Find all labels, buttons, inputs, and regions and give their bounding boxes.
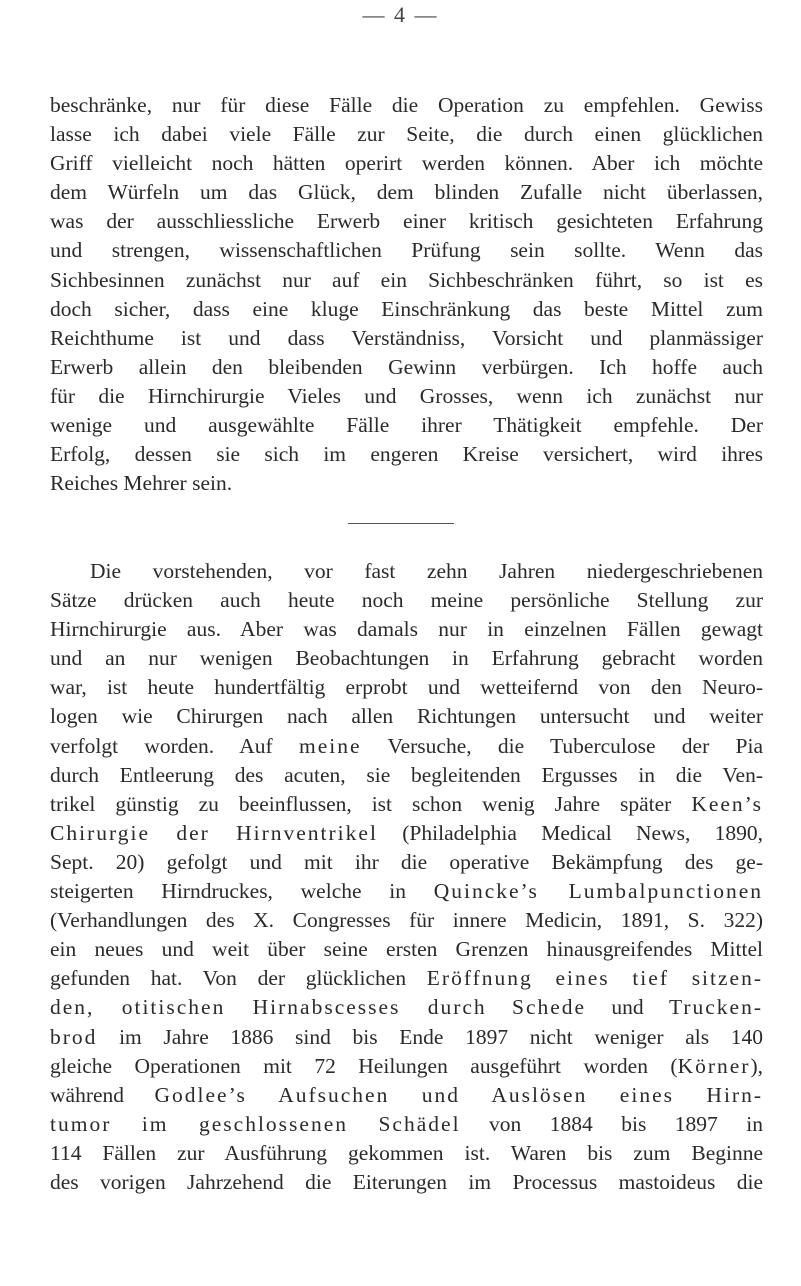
text-line xyxy=(50,790,763,819)
text-line xyxy=(50,732,763,761)
spaced-emphasis: Körner xyxy=(677,1053,751,1078)
text-run: steigerten Hirndruckes, welche in xyxy=(50,879,406,904)
text-line: für die Hirnchirurgie Vieles und Grosses, wenn ich zunächst nur xyxy=(50,383,763,408)
text-run: gleiche Operationen mit 72 Heilungen ausgeführt worden ( xyxy=(50,1053,678,1078)
text-line xyxy=(50,877,763,906)
text-line: 114 Fällen zur Ausführung gekommen ist. Waren bis zum Beginne xyxy=(50,1140,763,1165)
text-run: im Jahre 1886 sind bis Ende 1897 nicht weniger als 140 xyxy=(119,1024,763,1049)
text-line: Sätze drücken auch heute noch meine persönliche Stellung zur xyxy=(50,588,763,613)
text-line: (Verhandlungen des X. Congresses für innere Medicin, 1891, S. 322) xyxy=(50,908,763,933)
text-run: ), xyxy=(750,1053,763,1078)
text-line xyxy=(50,1023,763,1052)
text-line xyxy=(50,1110,763,1139)
spaced-emphasis: Quincke’s Lumbalpunctionen xyxy=(433,879,763,904)
text-line xyxy=(50,1081,763,1110)
spaced-emphasis: Schede xyxy=(512,995,587,1020)
text-run: und xyxy=(611,995,644,1020)
page-number: — 4 — xyxy=(362,2,439,27)
text-line: Erfolg, dessen sie sich im engeren Kreise versichert, wird ihres xyxy=(50,442,763,467)
text-line: dem Würfeln um das Glück, dem blinden Zufalle nicht überlassen, xyxy=(50,180,763,205)
text-line: Erwerb allein den bleibenden Gewinn verbürgen. Ich hoffe auch xyxy=(50,354,763,379)
text-line xyxy=(50,964,763,993)
text-line: doch sicher, dass eine kluge Einschränkung das beste Mittel zum xyxy=(50,296,763,321)
text-line: und strengen, wissenschaftlichen Prüfung sein sollte. Wenn das xyxy=(50,238,763,263)
spaced-emphasis: Keen’s xyxy=(691,791,764,816)
text-line: Die vorstehenden, vor fast zehn Jahren niedergeschriebenen xyxy=(90,559,763,583)
text-line: Reiches Mehrer sein. xyxy=(50,471,233,496)
spaced-emphasis: Chirurgie der Hirnventrikel xyxy=(50,820,378,845)
spaced-emphasis: tumor im geschlossenen Schädel xyxy=(50,1111,461,1136)
text-line xyxy=(50,993,763,1022)
text-run: verfolgt worden. Auf xyxy=(50,733,273,758)
text-run: trikel günstig zu beeinflussen, ist schon wenig Jahre später xyxy=(50,791,672,816)
text-line: durch Entleerung des acuten, sie begleitenden Ergusses in die Ven- xyxy=(50,762,763,787)
spaced-emphasis: den, otitischen Hirnabscesses durch xyxy=(50,995,487,1020)
spaced-emphasis: meine xyxy=(299,733,362,758)
spaced-emphasis: brod xyxy=(50,1024,98,1049)
spaced-emphasis: Trucken- xyxy=(668,995,764,1020)
text-line: und an nur wenigen Beobachtungen in Erfahrung gebracht worden xyxy=(50,646,763,671)
spaced-emphasis: Eröffnung eines tief sitzen- xyxy=(426,966,763,991)
text-line: was der ausschliessliche Erwerb einer kritisch gesichteten Erfahrung xyxy=(50,209,763,234)
text-line: beschränke, nur für diese Fälle die Operation zu empfehlen. Gewiss xyxy=(50,93,763,117)
text-line xyxy=(50,1052,763,1081)
text-run: (Philadelphia Medical News, 1890, xyxy=(402,820,764,845)
section-divider xyxy=(348,523,454,524)
spaced-emphasis: Godlee’s Aufsuchen und Auslösen eines Hirn- xyxy=(154,1082,764,1107)
text-line: wenige und ausgewählte Fälle ihrer Thätigkeit empfehle. Der xyxy=(50,413,763,438)
text-line: Sept. 20) gefolgt und mit ihr die operative Bekämpfung des ge- xyxy=(50,849,763,874)
text-line xyxy=(50,819,763,848)
text-line: Griff vielleicht noch hätten operirt werden können. Aber ich möchte xyxy=(50,151,763,176)
text-line: des vorigen Jahrzehend die Eiterungen im Processus mastoideus die xyxy=(50,1169,763,1194)
text-line: lasse ich dabei viele Fälle zur Seite, die durch einen glücklichen xyxy=(50,122,763,147)
text-line: Reichthume ist und dass Verständniss, Vorsicht und planmässiger xyxy=(50,325,763,350)
text-line: war, ist heute hundertfältig erprobt und wetteifernd von den Neuro- xyxy=(50,675,763,700)
text-run: von 1884 bis 1897 in xyxy=(489,1111,764,1136)
text-run: während xyxy=(50,1082,125,1107)
text-line: logen wie Chirurgen nach allen Richtungen untersucht und weiter xyxy=(50,704,763,729)
paragraph-2 xyxy=(50,557,763,1197)
text-line: Sichbesinnen zunächst nur auf ein Sichbeschränken führt, so ist es xyxy=(50,267,763,292)
text-run: gefunden hat. Von der glücklichen xyxy=(50,966,407,991)
text-line: Hirnchirurgie aus. Aber was damals nur in einzelnen Fällen gewagt xyxy=(50,617,763,642)
text-run: Versuche, die Tuberculose der Pia xyxy=(387,733,764,758)
paragraph-1 xyxy=(50,91,763,498)
text-line: ein neues und weit über seine ersten Grenzen hinausgreifendes Mittel xyxy=(50,937,763,962)
